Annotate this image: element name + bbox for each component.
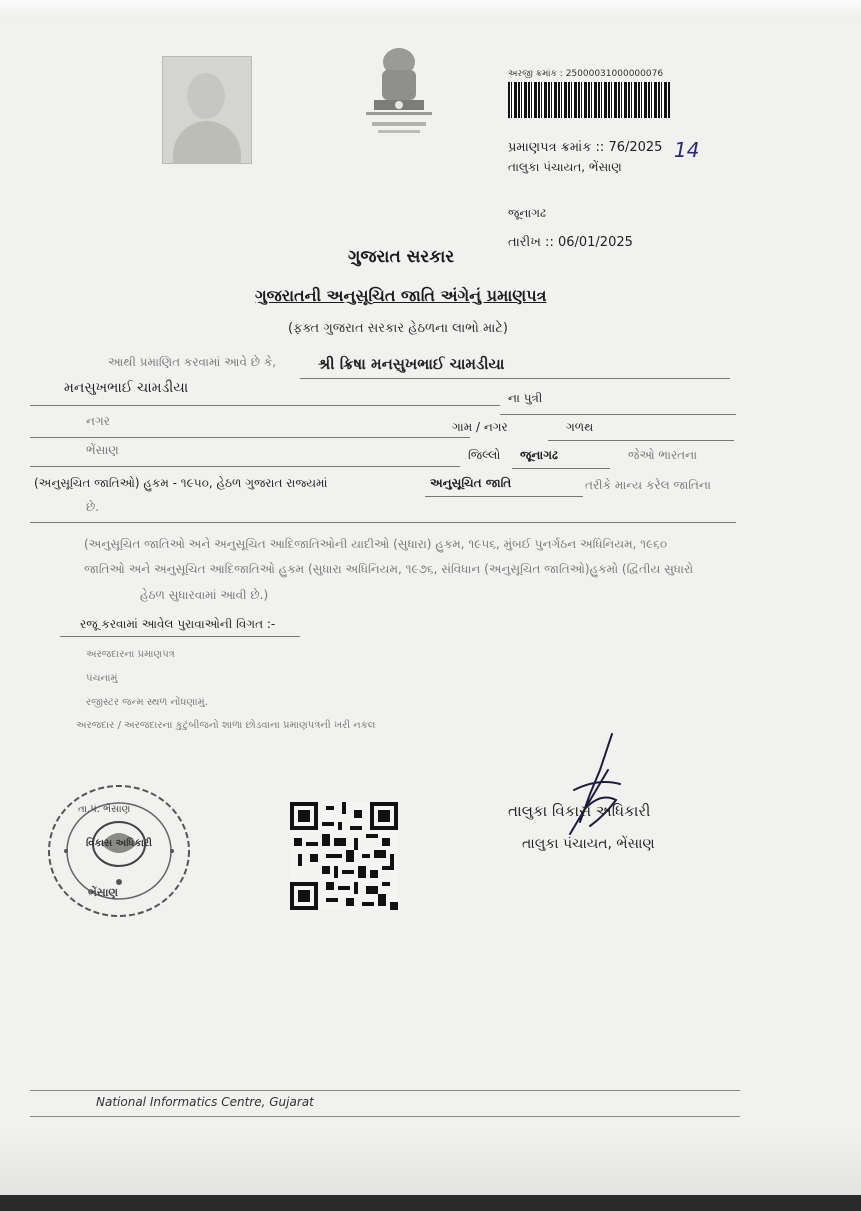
officer-signature (560, 730, 630, 840)
page-top-shade (0, 0, 861, 18)
village-line-left (30, 437, 470, 438)
village-line-right (548, 440, 734, 441)
parent-name-line (30, 405, 500, 406)
evidence-item: અરજદારના પ્રમાણપત્ર (86, 649, 175, 660)
footer-text: National Informatics Centre, Gujarat (96, 1095, 314, 1109)
certify-prefix: આથી પ્રમાણિત કરવામાં આવે છે કે, (108, 355, 277, 369)
verification-qr-code (290, 802, 398, 910)
amendment-line-2: જાતિઓ અને અનુસૂચિત આદિજાતિઓ હુકમ (સુધારા અધિનિયમ, ૧૯૭૬, સંવિધાન (અનુસૂચિત જાતિઓ)હુકમો (દ્વિતીય સુધારો (84, 562, 694, 576)
issue-date: તારીખ :: 06/01/2025 (508, 235, 633, 250)
seal-bottom-text: ભેંસાણ (88, 886, 118, 899)
certificate-number: પ્રમાણપત્ર ક્રમાંક :: 76/2025 (508, 140, 663, 155)
application-barcode (508, 82, 670, 118)
evidence-item: રજીસ્ટર જન્મ સ્થળ નોંધણામું. (86, 697, 208, 708)
issuing-office: તાલુકા પંચાયત, ભેંસાણ (508, 160, 622, 174)
village-label: ગામ / નગર (452, 420, 508, 434)
applicant-photo (162, 56, 252, 164)
official-seal-icon (46, 782, 192, 920)
evidence-item: પંચનામું (86, 673, 118, 684)
certificate-title: ગુજરાતની અનુસૂચિત જાતિ અંગેનું પ્રમાણપત્ર (255, 286, 547, 305)
district-value: જૂનાગઢ (520, 448, 558, 462)
photo-body (173, 121, 241, 163)
ashoka-emblem-icon (360, 40, 438, 138)
seal-top-text: તા.પં. ભેંસાણ (78, 804, 131, 815)
district-line (512, 468, 610, 469)
relation-line (500, 414, 736, 415)
district-label: જિલ્લો (468, 448, 501, 462)
government-heading: ગુજરાત સરકાર (348, 247, 455, 267)
evidence-heading: રજૂ કરવામાં આવેલ પુરાવાઓની વિગત :- (80, 617, 276, 631)
taluka-line (30, 466, 460, 467)
evidence-underline (60, 636, 300, 637)
parent-name: મનસુખભાઈ ચામડીયા (64, 380, 189, 396)
caste-value: અનુસૂચિત જાતિ (430, 476, 512, 490)
relation-label: ના પુત્રી (508, 391, 543, 405)
page-bottom-shade (0, 1125, 861, 1195)
holder-name: શ્રી ક્રિષા મનસુખભાઈ ચામડીયા (318, 355, 505, 373)
amendment-line-1: (અનુસૂચિત જાતિઓ અને અનુસૂચિત આદિજાતિઓની યાદીઓ (સુધારા) હુકમ, ૧૯૫૬, મુંબઈ પુનર્ગઠન અધિનિયમ, ૧૯૬૦ (84, 537, 668, 551)
issuing-district: જૂનાગઢ (508, 206, 546, 220)
certificate-note: (ફક્ત ગુજરાત સરકાર હેઠળના લાભો માટે) (288, 321, 508, 336)
seal-center-text: વિકાસ અધિકારી (86, 838, 152, 849)
amendment-line-3: હેઠળ સુધારવામાં આવી છે.) (140, 588, 269, 602)
recognised-clause: તરીકે માન્ય કરેલ જાતિના (585, 478, 711, 492)
taluka-value: ભેંસાણ (86, 443, 119, 457)
citizen-clause: જેઓ ભારતના (628, 448, 698, 462)
handwritten-number: 14 (674, 138, 700, 162)
officer-designation: તાલુકા વિકાસ અધિકારી (508, 802, 651, 820)
caste-line (425, 496, 583, 497)
separator-line (30, 522, 736, 523)
order-clause: (અનુસૂચિત જાતિઓ) હુકમ - ૧૯૫૦, હેઠળ ગુજરાત રાજ્યમાં (34, 476, 328, 490)
footer-rule-top (30, 1090, 740, 1091)
holder-name-line (300, 378, 730, 379)
line-six: છે. (86, 500, 100, 514)
village-left-value: નગર (86, 414, 110, 428)
photo-head (187, 73, 225, 119)
evidence-item: અરજદાર / અરજદારના કુટુંબીજનો શાળા છોડવાના પ્રમાણપત્રની ખરી નકલ (76, 720, 376, 731)
officer-office: તાલુકા પંચાયત, ભેંસાણ (522, 836, 655, 852)
application-number: અરજી ક્રમાંક : 25000031000000076 (508, 69, 664, 79)
footer-rule-bottom (30, 1116, 740, 1117)
village-value: ગળથ (566, 420, 594, 434)
